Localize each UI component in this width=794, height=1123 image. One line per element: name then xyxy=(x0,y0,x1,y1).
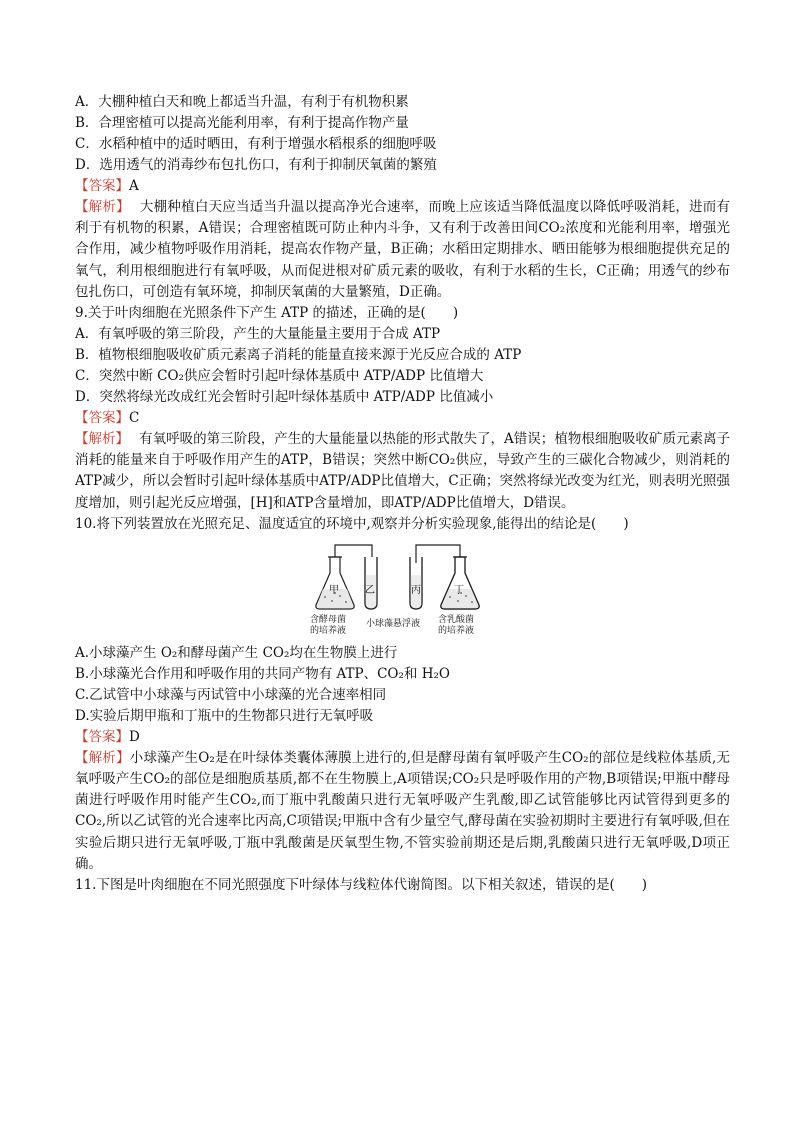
answer-value: C xyxy=(129,410,140,427)
answer-value: D xyxy=(129,728,140,745)
q9-option-b: B．植物根细胞吸收矿质元素离子消耗的能量直接来源于光反应合成的 ATP xyxy=(75,347,522,364)
q10-option-d: D.实验后期甲瓶和丁瓶中的生物都只进行无氧呼吸 xyxy=(75,707,374,724)
answer-label: 【答案】 xyxy=(75,410,129,427)
document-page xyxy=(75,92,730,896)
label-bing: 丙 xyxy=(411,584,421,596)
label-yeast-culture: 含酵母菌 的培养液 xyxy=(310,614,347,636)
analysis-text: 有氧呼吸的第三阶段，产生的大量能量以热能的形式散失了，A错误；植物根细胞吸收矿质元素离子消耗的能量来自于呼吸作用产生的ATP，B错误；突然中断CO₂供应，导致产生的三碳化合物减少，则消耗的ATP减少，所以会暂时引起叶绿体基质中ATP/ADP比值增大，C正确；突然将绿光改变为红光，则表明光照强度增加，则引起光反应增强，[H]和ATP含量增加，即ATP/ADP比值增大，D错误。 xyxy=(75,431,731,511)
q9-option-a: A．有氧呼吸的第三阶段，产生的大量能量主要用于合成 ATP xyxy=(75,326,441,343)
label-ding: 丁 xyxy=(454,584,464,596)
q8-option-c: C．水稻种植中的适时晒田，有利于增强水稻根系的细胞呼吸 xyxy=(75,136,437,152)
q10-stem: 10.将下列装置放在光照充足、温度适宜的环境中,观察并分析实验现象,能得出的结论是( ) xyxy=(75,515,629,532)
q8-analysis xyxy=(75,197,730,303)
q8-option-a: A．大棚种植白天和晚上都适当升温，有利于有机物积累 xyxy=(75,94,409,110)
analysis-text: 大棚种植白天应当适当升温以提高净光合速率，而晚上应该适当降低温度以降低呼吸消耗，进而有利于有机物的积累，A错误；合理密植既可防止种内斗争，又有利于改善田间CO₂浓度和光能利用率，增强光合作用，减少植物呼吸作用消耗，提高农作物产量，B正确；水稻田定期排水、晒田能够为根细胞提供充足的氧气，利用根细胞进行有氧呼吸，从而促进根对矿质元素的吸收，有利于水稻的生长，C正确；用透气的纱布包扎伤口，可创造有氧环境，抑制厌氧菌的大量繁殖，D正确。 xyxy=(75,199,731,300)
analysis-label: 【解析】 xyxy=(75,431,130,448)
answer-label: 【答案】 xyxy=(75,178,129,194)
q10-option-a: A.小球藻产生 O₂和酵母菌产生 CO₂均在生物膜上进行 xyxy=(75,644,398,661)
q9-analysis xyxy=(75,429,730,514)
label-lactic-culture: 含乳酸菌 的培养液 xyxy=(438,614,475,636)
q10-answer xyxy=(75,727,730,748)
q10-analysis xyxy=(75,748,730,875)
analysis-label: 【解析】 xyxy=(75,199,130,215)
q10-option-c: C.乙试管中小球藻与丙试管中小球藻的光合速率相同 xyxy=(75,686,387,703)
label-jia: 甲 xyxy=(329,584,339,596)
q8-option-d: D．选用透气的消毒纱布包扎伤口，有利于抑制厌氧菌的繁殖 xyxy=(75,157,437,173)
q9-answer xyxy=(75,408,730,429)
q9-option-d: D．突然将绿光改成红光会暂时引起叶绿体基质中 ATP/ADP 比值减小 xyxy=(75,389,494,406)
q9-option-c: C．突然中断 CO₂供应会暂时引起叶绿体基质中 ATP/ADP 比值增大 xyxy=(75,368,484,385)
q10-option-b: B.小球藻光合作用和呼吸作用的共同产物有 ATP、CO₂和 H₂O xyxy=(75,665,450,682)
q8-answer xyxy=(75,176,730,197)
answer-label: 【答案】 xyxy=(75,728,129,745)
analysis-label: 【解析】 xyxy=(75,749,130,766)
q11-stem: 11.下图是叶肉细胞在不同光照强度下叶绿体与线粒体代谢简图。以下相关叙述，错误的是( ) xyxy=(75,877,648,894)
label-chlorella-suspension: 小球藻悬浮液 xyxy=(366,618,421,629)
apparatus-drawing xyxy=(310,539,510,615)
q8-option-b: B．合理密植可以提高光能利用率，有利于提高作物产量 xyxy=(75,115,409,131)
answer-value: A xyxy=(129,178,139,194)
q9-stem: 9.关于叶肉细胞在光照条件下产生 ATP 的描述，正确的是( ) xyxy=(75,305,459,322)
label-yi: 乙 xyxy=(365,584,375,596)
analysis-text: 小球藻产生O₂是在叶绿体类囊体薄膜上进行的,但是酵母菌有氧呼吸产生CO₂的部位是线粒体基质,无氧呼吸产生CO₂的部位是细胞质基质,都不在生物膜上,A项错误;CO₂只是呼吸作用的产物,B项错误;甲瓶中酵母菌进行呼吸作用时能产生CO₂,而丁瓶中乳酸菌只进行无氧呼吸产生乳酸,即乙试管能够比丙试管得到更多的CO₂,所以乙试管的光合速率比丙高,C项错误;甲瓶中含有少量空气,酵母菌在实验初期时主要进行有氧呼吸,但在实验后期只进行无氧呼吸,丁瓶中乳酸菌是厌氧型生物,不管实验前期还是后期,乳酸菌只进行无氧呼吸,D项正确。 xyxy=(75,749,730,872)
experiment-apparatus-figure xyxy=(310,539,510,639)
